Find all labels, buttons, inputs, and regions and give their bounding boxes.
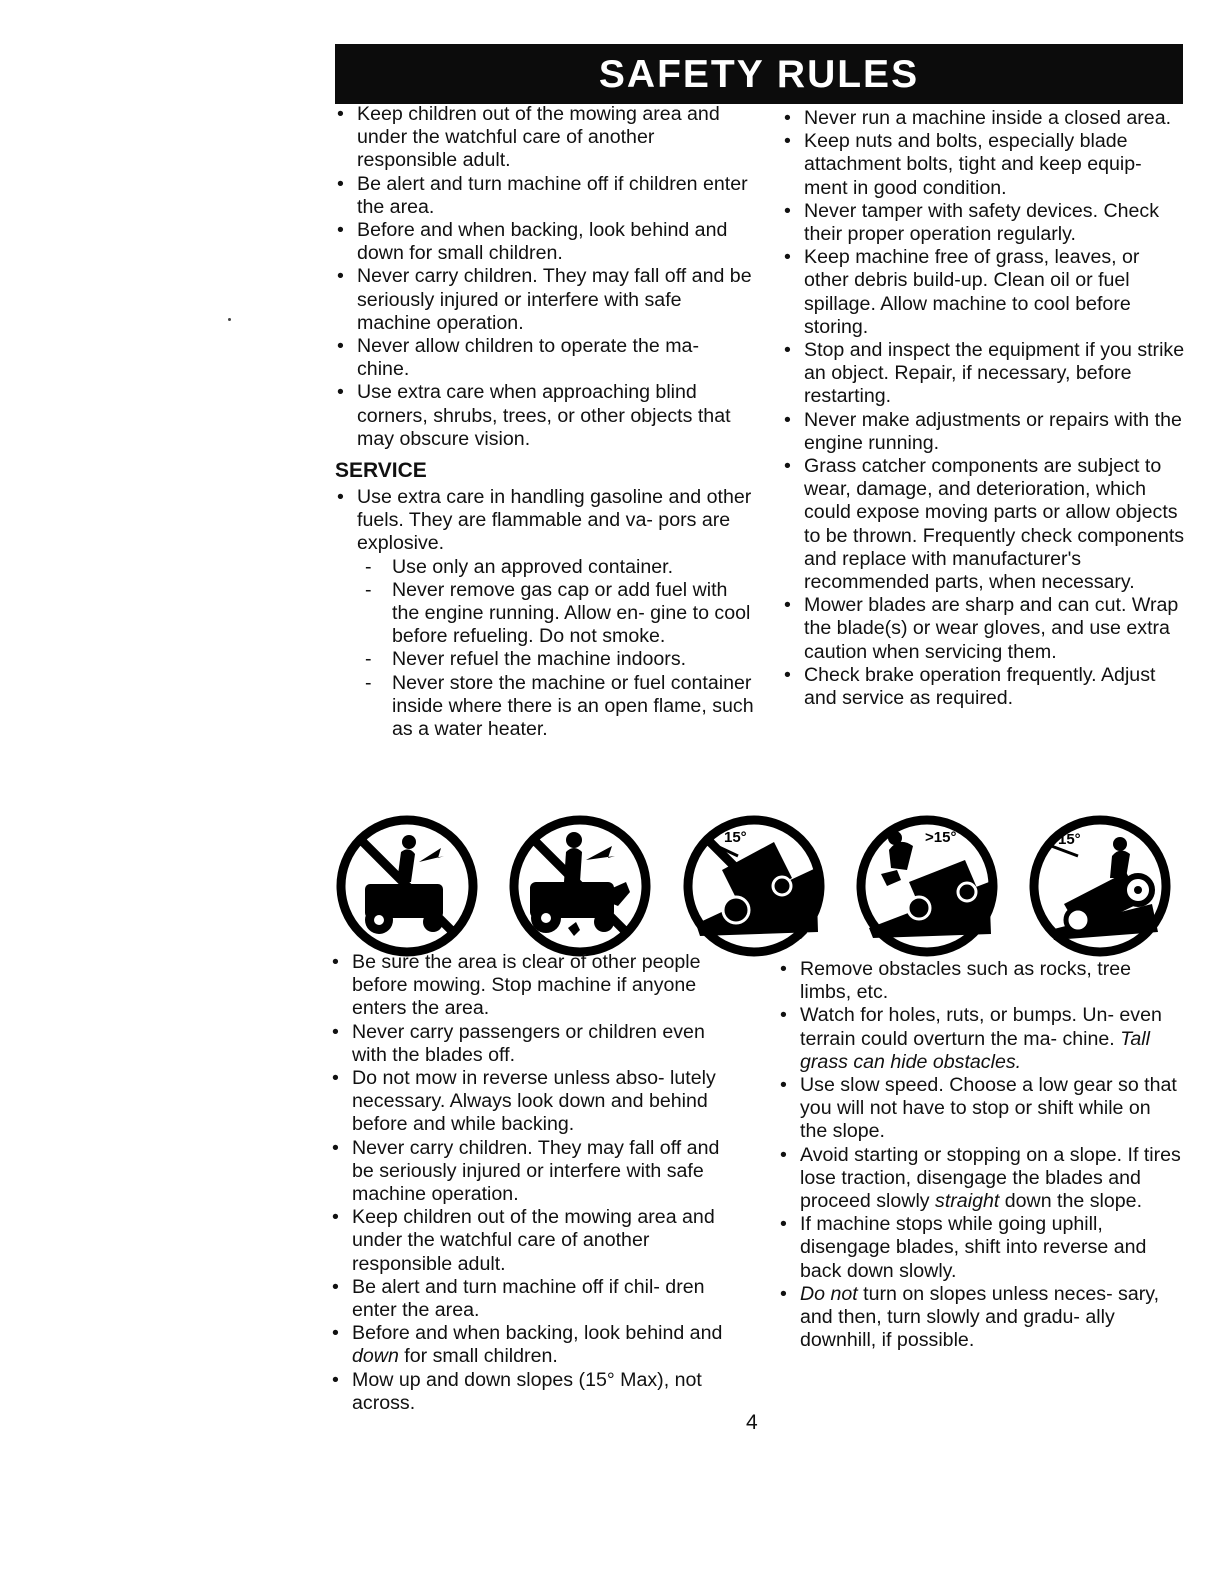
list-item: • Do not mow in reverse unless abso- lutely necessary. Always look down and behind before and while backing. xyxy=(330,1067,740,1137)
list-item: • Never carry passengers or children even with the blades off. xyxy=(330,1021,740,1067)
list-item: • Keep machine free of grass, leaves, or other debris build-up. Clean oil or fuel spillage. Allow machine to cool before storing. xyxy=(782,246,1187,339)
list-item: • Before and when backing, look behind and down for small children. xyxy=(335,219,755,265)
list-item: • Grass catcher components are subject to wear, damage, and deterioration, which could expose moving parts or allow objects to be thrown. Frequently check components and replace with manufacturer's recommended parts, when necessary. xyxy=(782,455,1187,594)
list-item: • Never run a machine inside a closed area. xyxy=(782,107,1187,130)
list-item: • Use slow speed. Choose a low gear so that you will not have to stop or shift while on the slope. xyxy=(778,1074,1183,1144)
list-item: • Be sure the area is clear of other people before mowing. Stop machine if anyone enters the area. xyxy=(330,951,740,1021)
list-item: • Never allow children to operate the ma- chine. xyxy=(335,335,755,381)
list-item: • Watch for holes, ruts, or bumps. Un- even terrain could overturn the ma- chine. Tall grass can hide obstacles. xyxy=(778,1004,1183,1074)
safety-pictograms xyxy=(330,812,1190,957)
list-item: • Keep nuts and bolts, especially blade attachment bolts, tight and keep equip- ment in good condition. xyxy=(782,130,1187,200)
list-item: • Never make adjustments or repairs with the engine running. xyxy=(782,409,1187,455)
list-item: • If machine stops while going uphill, disengage blades, shift into reverse and back down slowly. xyxy=(778,1213,1183,1283)
no-steep-slope-icon xyxy=(682,812,827,957)
sub-list-item: - Never refuel the machine indoors. xyxy=(335,648,755,671)
list-item: • Mow up and down slopes (15° Max), not across. xyxy=(330,1369,740,1415)
sub-list-item: - Never remove gas cap or add fuel with the engine running. Allow en- gine to cool before refueling. Do not smoke. xyxy=(335,579,755,649)
list-item: • Check brake operation frequently. Adjust and service as required. xyxy=(782,664,1187,710)
list-item: • Be alert and turn machine off if children enter the area. xyxy=(335,173,755,219)
slope-rollover-icon xyxy=(1028,812,1173,957)
page-number: 4 xyxy=(746,1411,758,1434)
list-item: • Be alert and turn machine off if chil- dren enter the area. xyxy=(330,1276,740,1322)
list-item: • Never tamper with safety devices. Check their proper operation regularly. xyxy=(782,200,1187,246)
column-1 xyxy=(335,103,755,741)
list-item: • Remove obstacles such as rocks, tree limbs, etc. xyxy=(778,958,1183,1004)
slope-angle-label: 15° xyxy=(1058,831,1081,848)
list-item: • Avoid starting or stopping on a slope. If tires lose traction, disengage the blades and proceed slowly straight down the slope. xyxy=(778,1144,1183,1214)
list-item: • Keep children out of the mowing area and under the watchful care of another responsible adult. xyxy=(335,103,755,173)
slope-angle-label: 15° xyxy=(724,829,747,846)
list-item: • Never carry children. They may fall off and be seriously injured or interfere with safe machine operation. xyxy=(330,1137,740,1207)
page-title: SAFETY RULES xyxy=(335,44,1183,104)
list-item: • Mower blades are sharp and can cut. Wrap the blade(s) or wear gloves, and use extra caution when servicing them. xyxy=(782,594,1187,664)
list-item: • Keep children out of the mowing area and under the watchful care of another responsible adult. xyxy=(330,1206,740,1276)
list-item: • Never carry children. They may fall off and be seriously injured or interfere with safe machine operation. xyxy=(335,265,755,335)
sub-list-item: - Use only an approved container. xyxy=(335,556,755,579)
column-2 xyxy=(782,107,1187,710)
list-item: • Use extra care in handling gasoline and other fuels. They are flammable and va- pors are explosive. xyxy=(335,486,755,556)
no-reverse-mowing-icon xyxy=(335,812,480,957)
list-item: • Do not turn on slopes unless neces- sary, and then, turn slowly and gradu- ally downhill, if possible. xyxy=(778,1283,1183,1353)
list-item: • Before and when backing, look behind and down for small children. xyxy=(330,1322,740,1368)
scan-speck xyxy=(228,318,231,321)
no-passengers-icon xyxy=(508,812,653,957)
slope-tip-icon xyxy=(855,812,1000,957)
column-4 xyxy=(778,958,1183,1352)
slope-angle-label: >15° xyxy=(925,829,957,846)
list-item: • Stop and inspect the equipment if you strike an object. Repair, if necessary, before restarting. xyxy=(782,339,1187,409)
service-heading: SERVICE xyxy=(335,459,427,483)
list-item: • Use extra care when approaching blind corners, shrubs, trees, or other objects that may obscure vision. xyxy=(335,381,755,451)
column-3 xyxy=(330,951,740,1415)
sub-list-item: - Never store the machine or fuel container inside where there is an open flame, such as a water heater. xyxy=(335,672,755,742)
